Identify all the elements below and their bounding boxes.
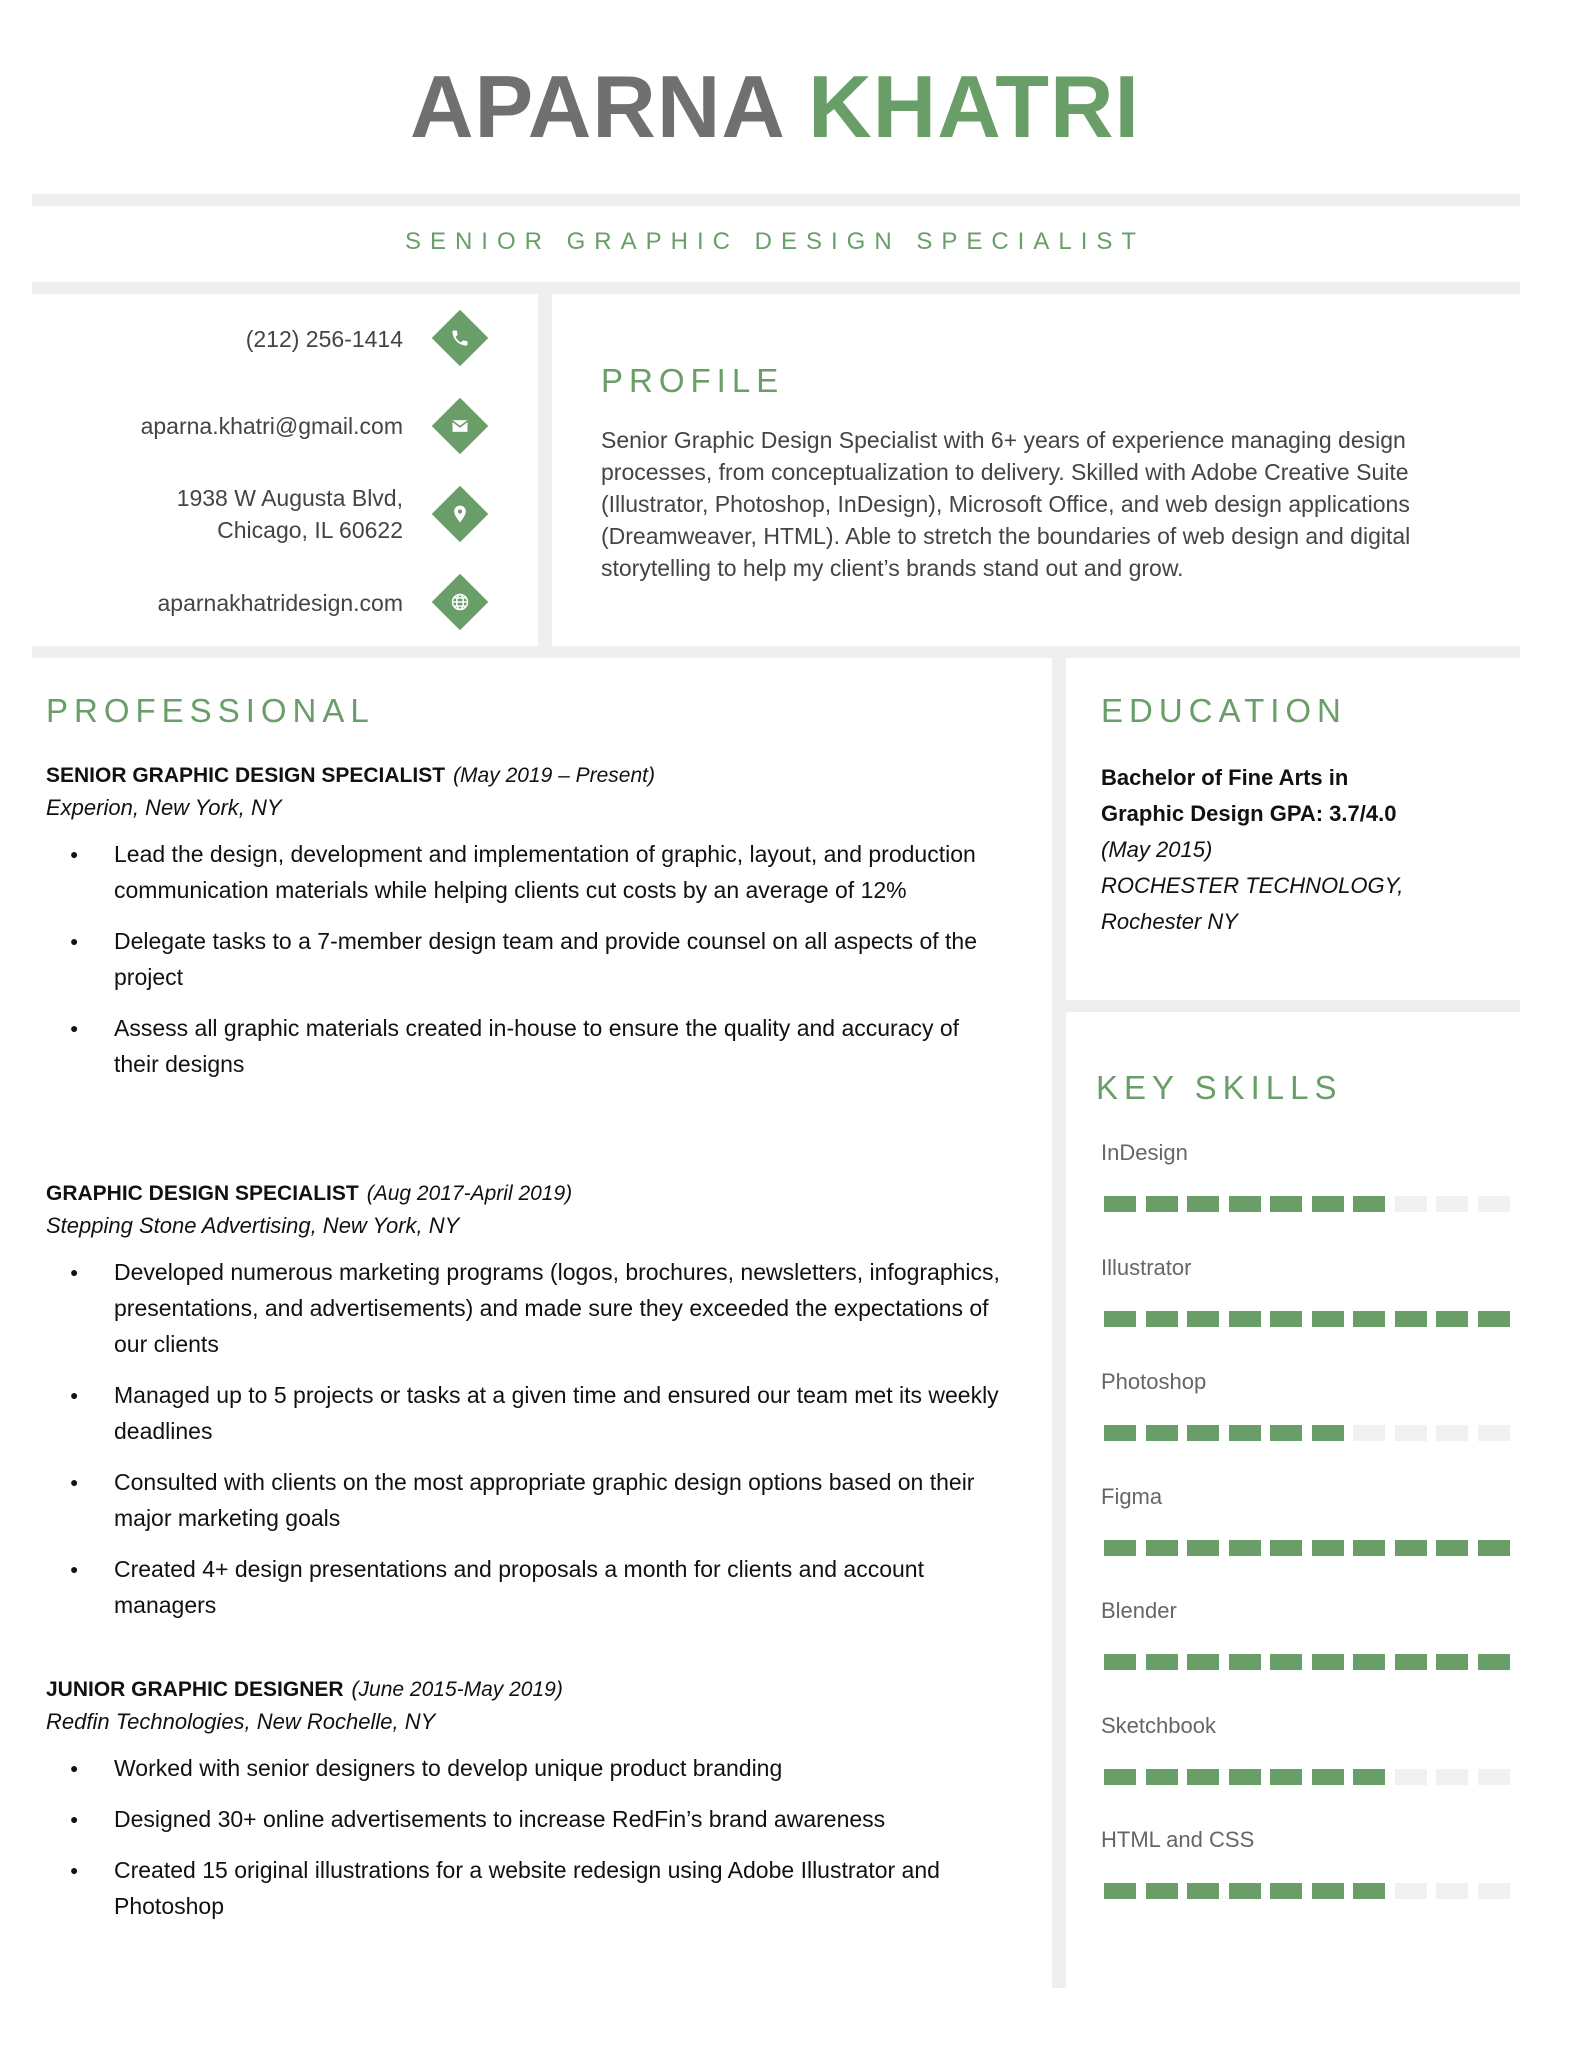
email-icon	[432, 398, 489, 455]
bullet-item: ● Assess all graphic materials created in-house to ensure the quality and accuracy of their designs	[114, 1010, 1004, 1082]
skill-rating-bar	[1104, 1769, 1514, 1785]
bullet-item: ● Delegate tasks to a 7-member design team and provide counsel on all aspects of the project	[114, 923, 1004, 995]
address-line-2: Chicago, IL 60622	[217, 517, 403, 543]
degree-line-2: Graphic Design GPA: 3.7/4.0	[1101, 801, 1397, 826]
skill-segment-empty	[1395, 1196, 1427, 1212]
skill-segment-empty	[1395, 1769, 1427, 1785]
skill-segment-empty	[1436, 1883, 1468, 1899]
skill-segment-filled	[1187, 1883, 1219, 1899]
skill-segment-empty	[1395, 1883, 1427, 1899]
school-name: ROCHESTER TECHNOLOGY,	[1101, 873, 1404, 898]
skill-segment-filled	[1146, 1654, 1178, 1670]
skill-segment-filled	[1478, 1311, 1510, 1327]
skill-segment-filled	[1187, 1654, 1219, 1670]
skill-segment-filled	[1312, 1425, 1344, 1441]
skill-segment-filled	[1104, 1540, 1136, 1556]
skill-segment-filled	[1270, 1883, 1302, 1899]
skill-segment-filled	[1436, 1654, 1468, 1670]
skill-segment-filled	[1187, 1196, 1219, 1212]
job-dates: (June 2015-May 2019)	[351, 1678, 563, 1701]
skill-segment-empty	[1436, 1196, 1468, 1212]
education-date: (May 2015)	[1101, 837, 1213, 862]
skill-segment-filled	[1436, 1540, 1468, 1556]
skill-segment-filled	[1478, 1654, 1510, 1670]
skill-segment-filled	[1312, 1769, 1344, 1785]
skill-segment-filled	[1395, 1311, 1427, 1327]
skill-segment-filled	[1229, 1540, 1261, 1556]
skill-segment-filled	[1104, 1883, 1136, 1899]
skill-name: HTML and CSS	[1101, 1827, 1255, 1852]
skill-segment-filled	[1353, 1883, 1385, 1899]
education-entry	[1101, 760, 1521, 940]
contact-section-bottom-divider	[32, 646, 1520, 658]
job-bullets	[46, 1254, 1006, 1623]
skill-segment-empty	[1478, 1883, 1510, 1899]
education-heading: EDUCATION	[1101, 692, 1347, 729]
skill-segment-empty	[1436, 1769, 1468, 1785]
skill-segment-filled	[1146, 1883, 1178, 1899]
job-entry	[46, 1674, 1006, 1939]
job-title: SENIOR GRAPHIC DESIGN SPECIALIST	[46, 764, 446, 787]
skill-segment-filled	[1104, 1311, 1136, 1327]
candidate-name	[0, 52, 1550, 162]
skill-name: Figma	[1101, 1483, 1163, 1509]
job-title: JUNIOR GRAPHIC DESIGNER	[46, 1678, 344, 1701]
skill-segment-filled	[1146, 1540, 1178, 1556]
skill-segment-filled	[1270, 1654, 1302, 1670]
job-entry	[46, 760, 1006, 1097]
key-skills-heading: KEY SKILLS	[1096, 1069, 1343, 1106]
bullet-item: ● Created 4+ design presentations and proposals a month for clients and account managers	[114, 1551, 1004, 1623]
bullet-item: ● Worked with senior designers to develop unique product branding	[114, 1750, 1004, 1786]
bullet-item: ● Created 15 original illustrations for a website redesign using Adobe Illustrator and Photoshop	[114, 1852, 1004, 1924]
skill-rating-bar	[1104, 1425, 1514, 1441]
skill-name: Sketchbook	[1101, 1712, 1216, 1738]
main-column-divider	[1052, 658, 1066, 1988]
skill-segment-filled	[1353, 1196, 1385, 1212]
skill-rating-bar	[1104, 1883, 1514, 1899]
skill-segment-filled	[1353, 1540, 1385, 1556]
skill-segment-filled	[1146, 1425, 1178, 1441]
professional-heading: PROFESSIONAL	[46, 692, 375, 729]
job-entry	[46, 1178, 1006, 1638]
job-title-banner: SENIOR GRAPHIC DESIGN SPECIALIST	[404, 228, 1146, 255]
bullet-item: ● Developed numerous marketing programs (logos, brochures, newsletters, infographics, presentations, and advertisements) and made sure they exceeded the expectations of our clients	[114, 1254, 1004, 1362]
skill-name: Blender	[1101, 1598, 1177, 1623]
job-dates: (May 2019 – Present)	[453, 764, 655, 787]
skill-segment-filled	[1312, 1311, 1344, 1327]
skill-segment-filled	[1104, 1196, 1136, 1212]
skill-rating-bar	[1104, 1540, 1514, 1556]
location-pin-icon	[432, 486, 489, 543]
contact-address	[177, 482, 403, 546]
skill-segment-empty	[1478, 1196, 1510, 1212]
job-title-line	[46, 1178, 1006, 1210]
skill-rating-bar	[1104, 1196, 1514, 1212]
skill-segment-empty	[1353, 1425, 1385, 1441]
skill-segment-filled	[1229, 1196, 1261, 1212]
header-bottom-divider	[32, 282, 1520, 294]
skill-segment-filled	[1104, 1769, 1136, 1785]
profile-summary: Senior Graphic Design Specialist with 6+ years of experience managing design processes, from conceptualization to delivery. Skilled with Adobe Creative Suite (Illustrator, Photoshop, InDesign), Microsoft Office, and web design applications (Dreamweaver, HTML). Able to stretch the boundaries of web design and digital storytelling to help my client’s brands stand out and grow.	[601, 427, 1411, 581]
skill-rating-bar	[1104, 1311, 1514, 1327]
skill-segment-filled	[1146, 1311, 1178, 1327]
skill-segment-filled	[1187, 1311, 1219, 1327]
last-name: KHATRI	[808, 57, 1140, 156]
skill-rating-bar	[1104, 1654, 1514, 1670]
skill-segment-filled	[1104, 1654, 1136, 1670]
skill-segment-filled	[1395, 1540, 1427, 1556]
contact-profile-divider	[538, 294, 552, 646]
skill-segment-filled	[1270, 1540, 1302, 1556]
skill-segment-filled	[1146, 1196, 1178, 1212]
bullet-item: ● Managed up to 5 projects or tasks at a given time and ensured our team met its weekly deadlines	[114, 1377, 1004, 1449]
skill-segment-filled	[1312, 1654, 1344, 1670]
globe-icon	[432, 574, 489, 631]
skill-segment-empty	[1478, 1425, 1510, 1441]
skill-segment-filled	[1229, 1883, 1261, 1899]
skill-segment-filled	[1187, 1425, 1219, 1441]
phone-icon	[432, 310, 489, 367]
contact-website[interactable]: aparnakhatridesign.com	[157, 590, 403, 616]
skill-segment-filled	[1270, 1425, 1302, 1441]
skill-segment-empty	[1436, 1425, 1468, 1441]
skill-name: InDesign	[1101, 1140, 1188, 1165]
job-bullets	[46, 836, 1006, 1082]
job-title: GRAPHIC DESIGN SPECIALIST	[46, 1182, 359, 1205]
skill-segment-filled	[1104, 1425, 1136, 1441]
skill-segment-filled	[1229, 1769, 1261, 1785]
first-name: APARNA	[410, 57, 783, 156]
skill-segment-filled	[1478, 1540, 1510, 1556]
job-title-line	[46, 760, 1006, 792]
skill-segment-filled	[1229, 1654, 1261, 1670]
skill-segment-filled	[1187, 1540, 1219, 1556]
job-bullets	[46, 1750, 1006, 1924]
skill-segment-filled	[1353, 1654, 1385, 1670]
skill-name: Illustrator	[1101, 1254, 1192, 1280]
job-dates: (Aug 2017-April 2019)	[366, 1182, 573, 1205]
job-company: Stepping Stone Advertising, New York, NY	[46, 1213, 460, 1238]
job-company: Experion, New York, NY	[46, 795, 282, 820]
skill-name: Photoshop	[1101, 1369, 1207, 1394]
school-location: Rochester NY	[1101, 909, 1238, 934]
bullet-item: ● Lead the design, development and implementation of graphic, layout, and production communication materials while helping clients cut costs by an average of 12%	[114, 836, 1004, 908]
skill-segment-filled	[1229, 1311, 1261, 1327]
skill-segment-filled	[1353, 1311, 1385, 1327]
skill-segment-filled	[1436, 1311, 1468, 1327]
contact-phone[interactable]: (212) 256-1414	[245, 326, 403, 352]
bullet-item: ● Designed 30+ online advertisements to increase RedFin’s brand awareness	[114, 1801, 1004, 1837]
skill-segment-filled	[1312, 1883, 1344, 1899]
skill-segment-filled	[1270, 1311, 1302, 1327]
skill-segment-empty	[1395, 1425, 1427, 1441]
job-title-line	[46, 1674, 1006, 1706]
skill-segment-filled	[1270, 1196, 1302, 1212]
profile-heading: PROFILE	[601, 362, 785, 399]
skill-segment-filled	[1187, 1769, 1219, 1785]
contact-email[interactable]: aparna.khatri@gmail.com	[140, 413, 403, 439]
bullet-item: ● Consulted with clients on the most appropriate graphic design options based on their major marketing goals	[114, 1464, 1004, 1536]
skill-segment-filled	[1270, 1769, 1302, 1785]
job-company: Redfin Technologies, New Rochelle, NY	[46, 1709, 436, 1734]
skill-segment-filled	[1395, 1654, 1427, 1670]
header-top-divider	[32, 194, 1520, 206]
skill-segment-empty	[1478, 1769, 1510, 1785]
address-line-1: 1938 W Augusta Blvd,	[176, 485, 403, 511]
degree-line-1: Bachelor of Fine Arts in	[1101, 765, 1349, 790]
skill-segment-filled	[1229, 1425, 1261, 1441]
skill-segment-filled	[1312, 1540, 1344, 1556]
education-skills-divider	[1066, 1000, 1520, 1012]
skill-segment-filled	[1312, 1196, 1344, 1212]
skill-segment-filled	[1353, 1769, 1385, 1785]
skill-segment-filled	[1146, 1769, 1178, 1785]
